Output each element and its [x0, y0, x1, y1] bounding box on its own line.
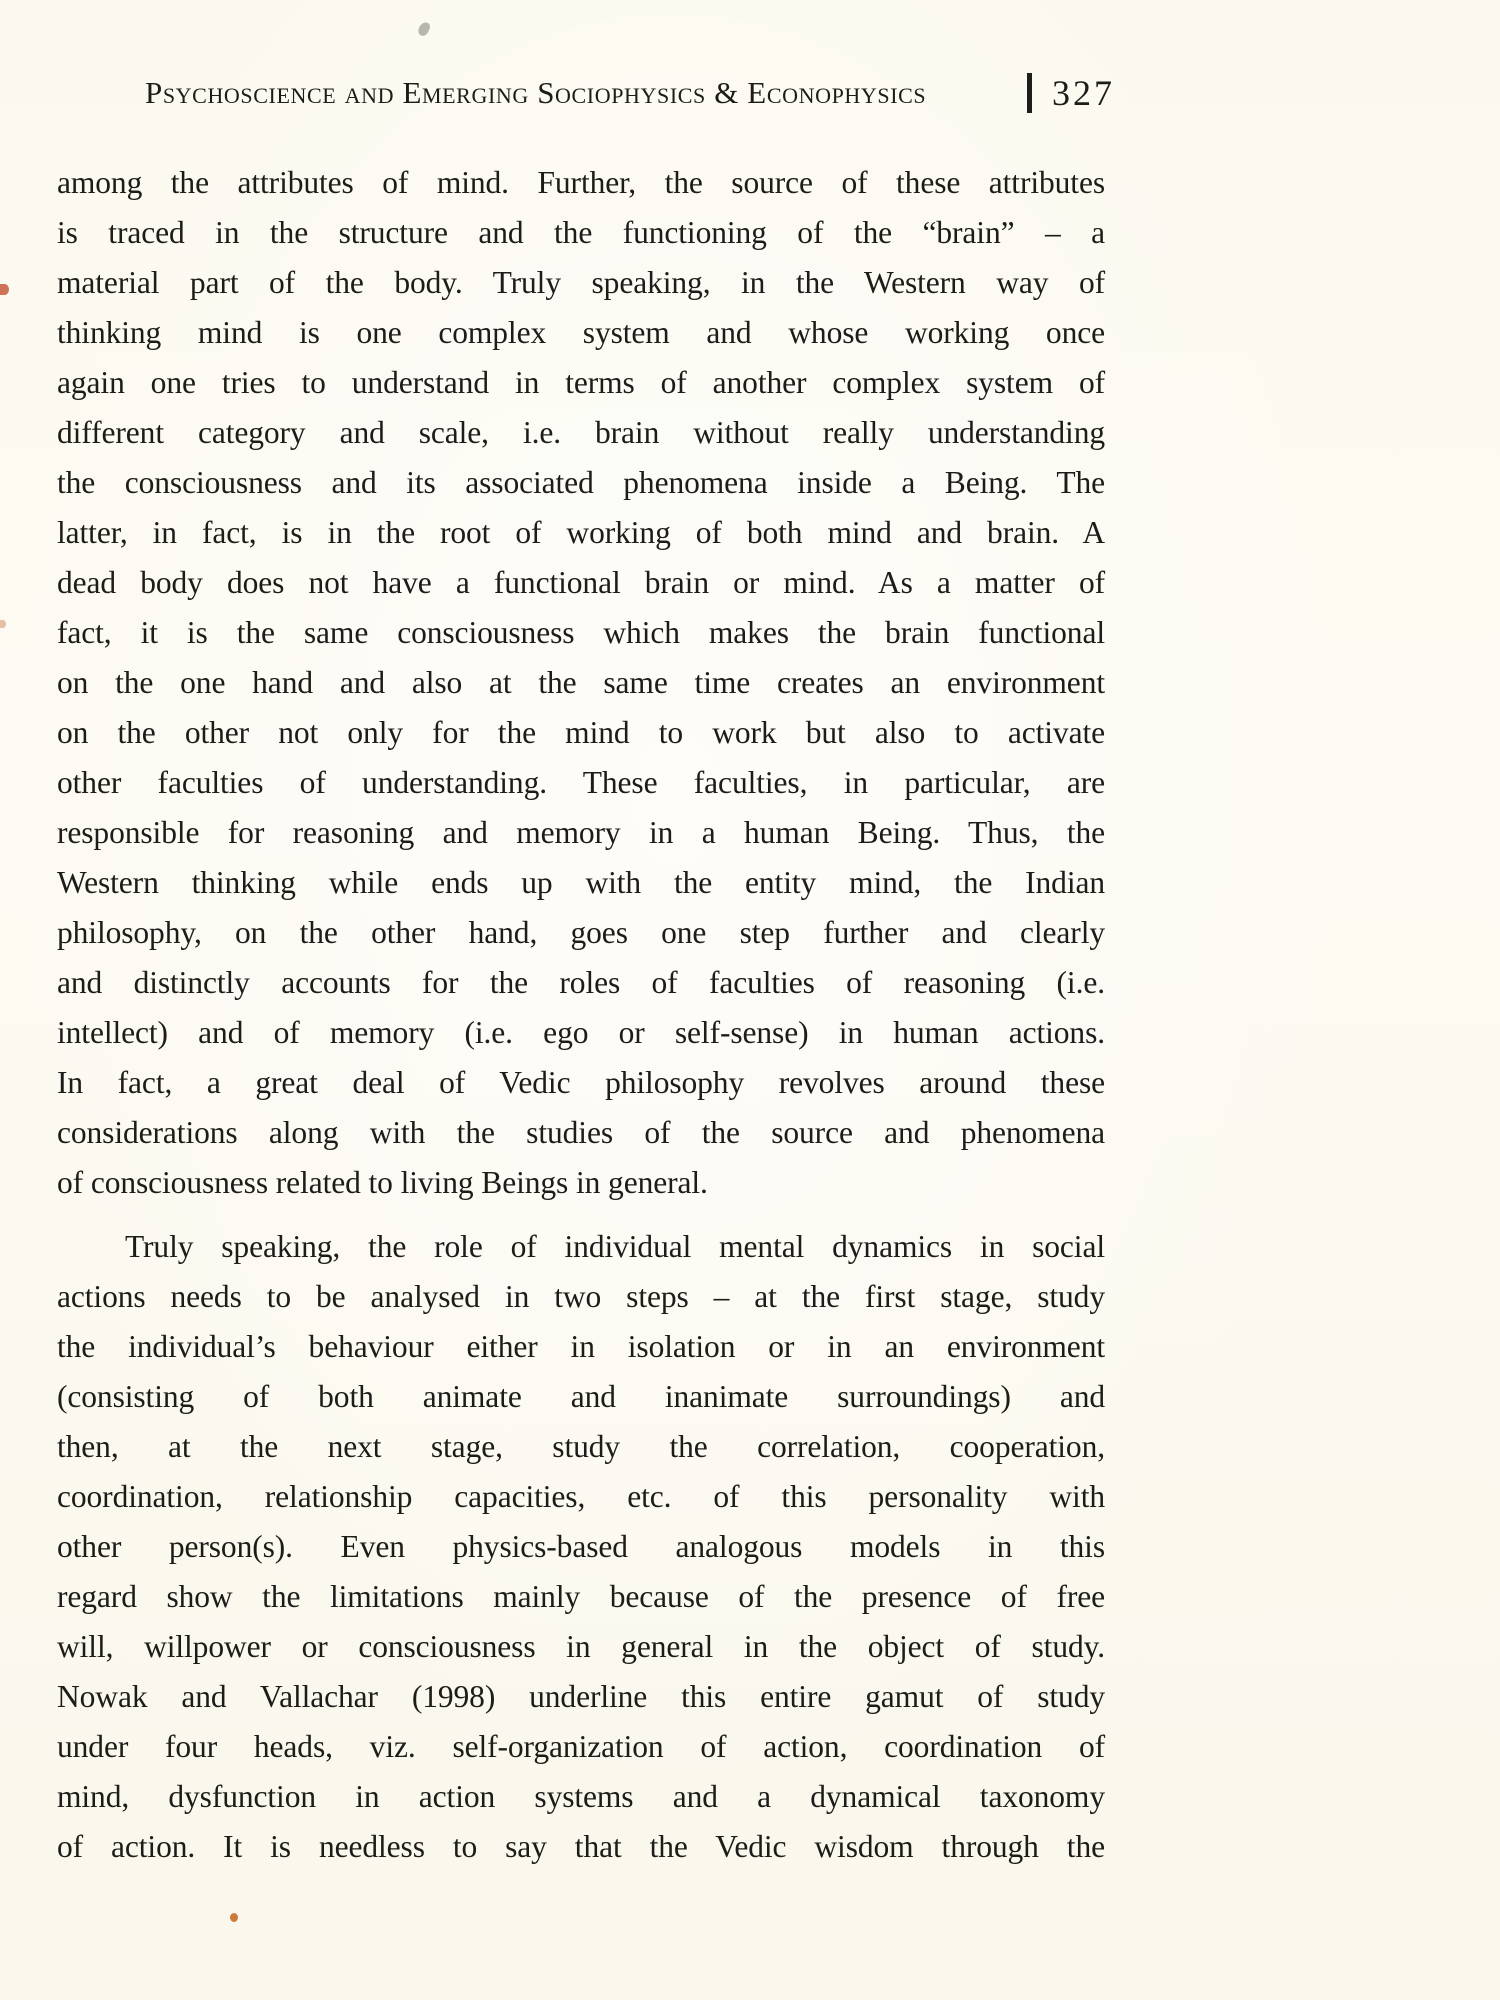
text-line: among the attributes of mind. Further, the source of these attributes [57, 165, 1105, 200]
scan-speck [230, 1913, 238, 1922]
text-line: fact, it is the same consciousness which makes the brain functional [57, 615, 1105, 650]
text-line: the individual’s behaviour either in isolation or in an environment [57, 1329, 1105, 1364]
text-line: will, willpower or consciousness in general in the object of study. [57, 1629, 1105, 1664]
text-line: on the other not only for the mind to work but also to activate [57, 715, 1105, 750]
text-line: on the one hand and also at the same time creates an environment [57, 665, 1105, 700]
text-line: of action. It is needless to say that the Vedic wisdom through the [57, 1829, 1105, 1864]
text-line: Nowak and Vallachar (1998) underline this entire gamut of study [57, 1679, 1105, 1714]
text-line: intellect) and of memory (i.e. ego or self-sense) in human actions. [57, 1015, 1105, 1050]
page-body [57, 158, 1105, 1872]
paragraph [57, 158, 1105, 1208]
header-divider-bar [1027, 73, 1032, 113]
text-line: then, at the next stage, study the correlation, cooperation, [57, 1429, 1105, 1464]
paragraph [57, 1222, 1105, 1872]
text-line: In fact, a great deal of Vedic philosophy revolves around these [57, 1065, 1105, 1100]
text-line: (consisting of both animate and inanimate surroundings) and [57, 1379, 1105, 1414]
text-line: different category and scale, i.e. brain without really understanding [57, 415, 1105, 450]
text-line: coordination, relationship capacities, etc. of this personality with [57, 1479, 1105, 1514]
scan-speck [0, 620, 6, 628]
text-line: under four heads, viz. self-organization of action, coordination of [57, 1729, 1105, 1764]
text-line: the consciousness and its associated phenomena inside a Being. The [57, 465, 1105, 500]
text-line: thinking mind is one complex system and whose working once [57, 315, 1105, 350]
text-line: is traced in the structure and the functioning of the “brain” – a [57, 215, 1105, 250]
page-number: 327 [1052, 73, 1115, 113]
text-line: responsible for reasoning and memory in a human Being. Thus, the [57, 815, 1105, 850]
text-line: latter, in fact, is in the root of working of both mind and brain. A [57, 515, 1105, 550]
page-header [145, 72, 1115, 114]
text-line: regard show the limitations mainly because of the presence of free [57, 1579, 1105, 1614]
text-line: other person(s). Even physics-based analogous models in this [57, 1529, 1105, 1564]
text-line: considerations along with the studies of the source and phenomena [57, 1115, 1105, 1150]
text-line: of consciousness related to living Beings in general. [57, 1165, 708, 1200]
scan-speck [417, 21, 432, 38]
text-line: dead body does not have a functional brain or mind. As a matter of [57, 565, 1105, 600]
text-line: Truly speaking, the role of individual mental dynamics in social [125, 1229, 1105, 1264]
text-line: other faculties of understanding. These faculties, in particular, are [57, 765, 1105, 800]
text-line: material part of the body. Truly speaking, in the Western way of [57, 265, 1105, 300]
text-line: actions needs to be analysed in two steps – at the first stage, study [57, 1279, 1105, 1314]
text-line: again one tries to understand in terms of another complex system of [57, 365, 1105, 400]
text-line: mind, dysfunction in action systems and a dynamical taxonomy [57, 1779, 1105, 1814]
text-line: Western thinking while ends up with the entity mind, the Indian [57, 865, 1105, 900]
scan-speck [0, 284, 9, 295]
running-head: Psychoscience and Emerging Sociophysics & Econophysics [145, 75, 927, 110]
text-line: philosophy, on the other hand, goes one step further and clearly [57, 915, 1105, 950]
text-line: and distinctly accounts for the roles of faculties of reasoning (i.e. [57, 965, 1105, 1000]
